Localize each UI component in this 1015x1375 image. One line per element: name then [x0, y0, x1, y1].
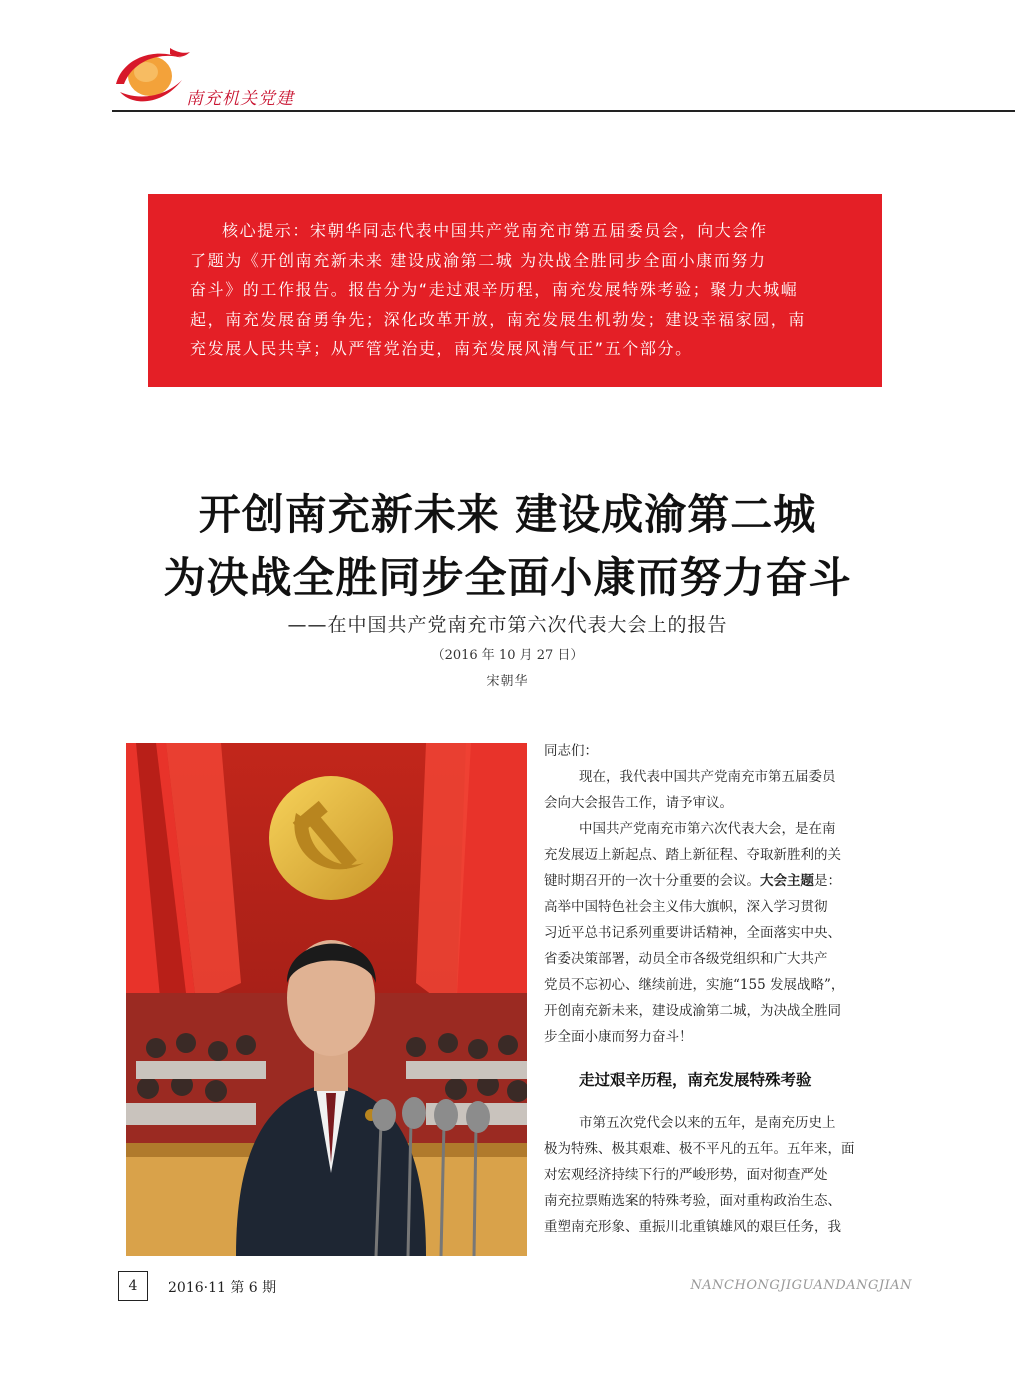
article-body [544, 738, 912, 1240]
paragraph-line [544, 868, 912, 894]
paragraph-line: 对宏观经济持续下行的严峻形势，面对彻查严处 [544, 1167, 828, 1183]
summary-line: 起，南充发展奋勇争先；深化改革开放，南充发展生机勃发；建设幸福家园，南 [190, 309, 807, 329]
summary-line: 充发展人民共享；从严管党治吏，南充发展风清气正”五个部分。 [190, 339, 693, 358]
paragraph-line: 省委决策部署，动员全市各级党组织和广大共产 [544, 951, 828, 967]
line-text: 键时期召开的一次十分重要的会议。 [544, 873, 760, 889]
paragraph-line: 高举中国特色社会主义伟大旗帜，深入学习贯彻 [544, 899, 828, 915]
summary-line: 核心提示：宋朝华同志代表中国共产党南充市第五届委员会，向大会作 [222, 221, 768, 240]
summary-box [148, 194, 882, 387]
section-heading: 走过艰辛历程，南充发展特殊考验 [579, 1071, 812, 1089]
paragraph-line: 步全面小康而努力奋斗！ [544, 1029, 693, 1045]
page-number: 4 [118, 1271, 148, 1301]
summary-line: 奋斗》的工作报告。报告分为“走过艰辛历程，南充发展特殊考验；聚力大城崛 [190, 280, 799, 299]
paragraph-line: 充发展迈上新起点、踏上新征程、夺取新胜利的关 [544, 847, 841, 863]
paragraph-line: 会向大会报告工作，请予审议。 [544, 795, 733, 811]
paragraph-line: 开创南充新未来，建设成渝第二城，为决战全胜同 [544, 1003, 841, 1019]
article-author: 宋朝华 [486, 674, 529, 689]
speaker-photo [126, 743, 527, 1256]
article-title-line2: 为决战全胜同步全面小康而努力奋斗 [163, 553, 852, 602]
paragraph-line: 习近平总书记系列重要讲话精神，全面落实中央、 [544, 925, 841, 941]
paragraph-line: 重塑南充形象、重振川北重镇雄风的艰巨任务，我 [544, 1219, 841, 1235]
journal-logo [112, 40, 192, 112]
line-text: 是： [814, 873, 841, 889]
summary-text [190, 216, 842, 364]
issue-label: 2016·11 第 6 期 [168, 1280, 277, 1296]
salutation: 同志们： [544, 743, 598, 759]
paragraph-line: 市第五次党代会以来的五年，是南充历史上 [579, 1115, 836, 1131]
meeting-theme-keyword: 大会主题 [760, 873, 814, 889]
article-date: （2016 年 10 月 27 日） [431, 648, 584, 663]
paragraph-line: 现在，我代表中国共产党南充市第五届委员 [579, 769, 836, 785]
article-title-line1: 开创南充新未来 建设成渝第二城 [198, 490, 817, 539]
journal-english-name: NANCHONGJIGUANDANGJIAN [690, 1278, 912, 1293]
paragraph-line: 南充拉票贿选案的特殊考验，面对重构政治生态、 [544, 1193, 841, 1209]
paragraph-line: 极为特殊、极其艰难、极不平凡的五年。五年来，面 [544, 1141, 855, 1157]
summary-line: 了题为《开创南充新未来 建设成渝第二城 为决战全胜同步全面小康而努力 [190, 250, 767, 270]
paragraph-line: 中国共产党南充市第六次代表大会，是在南 [579, 821, 836, 837]
party-emblem-icon [269, 776, 393, 900]
journal-name: 南充机关党建 [186, 89, 294, 109]
header-rule [112, 110, 1015, 112]
article-subtitle: ——在中国共产党南充市第六次代表大会上的报告 [287, 614, 728, 636]
paragraph-line: 党员不忘初心、继续前进，实施“155 发展战略”， [544, 977, 845, 993]
